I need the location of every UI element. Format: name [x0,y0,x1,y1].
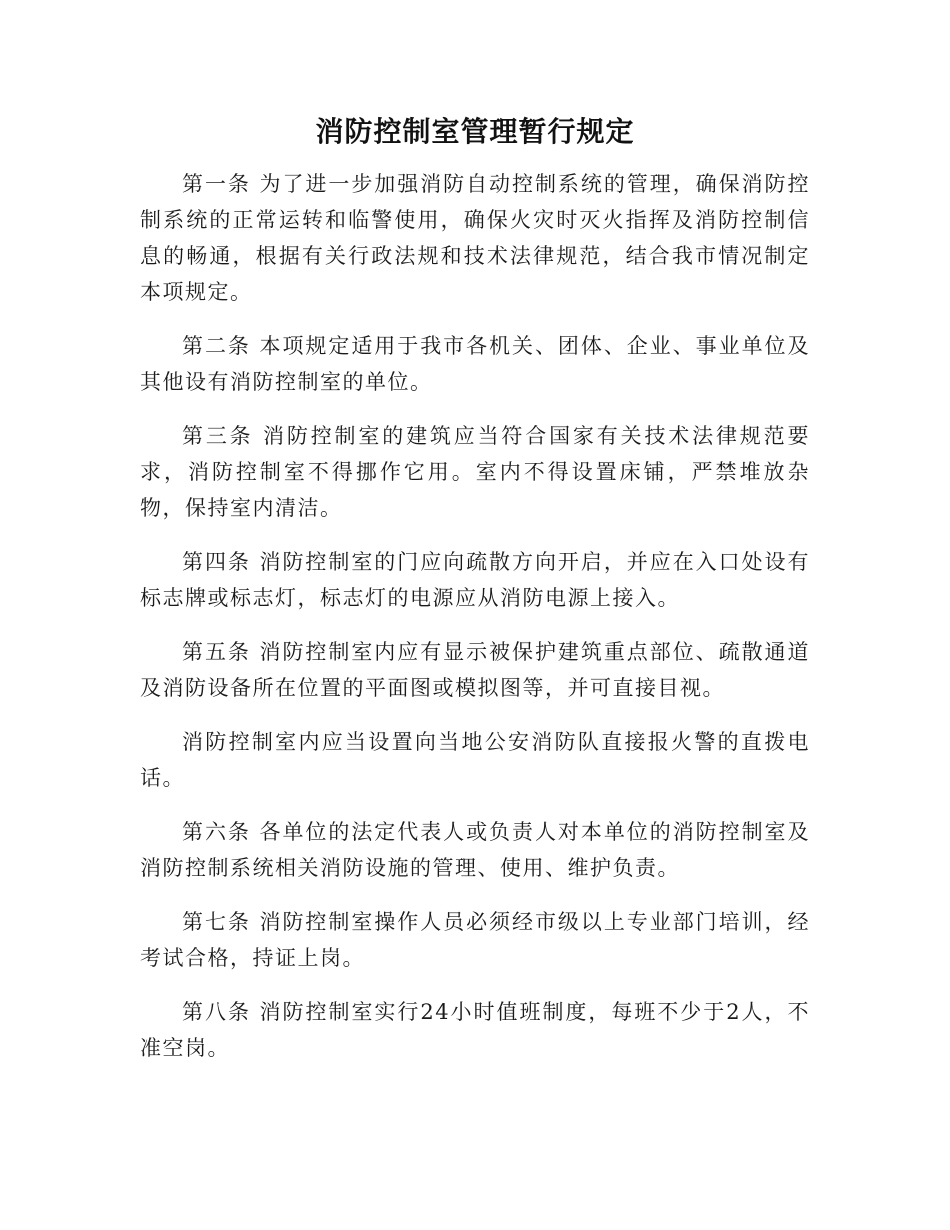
article-5-supplement: 消防控制室内应当设置向当地公安消防队直接报火警的直拨电话。 [140,730,810,790]
article-6: 第六条 各单位的法定代表人或负责人对本单位的消防控制室及消防控制系统相关消防设施的管理、使用、维护负责。 [140,820,810,880]
article-5: 第五条 消防控制室内应有显示被保护建筑重点部位、疏散通道及消防设备所在位置的平面图或模拟图等，并可直接目视。 [140,640,810,700]
document-title: 消防控制室管理暂行规定 [315,115,635,148]
article-7: 第七条 消防控制室操作人员必须经市级以上专业部门培训，经考试合格，持证上岗。 [140,910,810,970]
article-1: 第一条 为了进一步加强消防自动控制系统的管理，确保消防控制系统的正常运转和临警使用，确保火灾时灭火指挥及消防控制信息的畅通，根据有关行政法规和技术法律规范，结合我市情况制定本项规定。 [140,172,810,304]
article-2: 第二条 本项规定适用于我市各机关、团体、企业、事业单位及其他设有消防控制室的单位。 [140,334,810,394]
article-3: 第三条 消防控制室的建筑应当符合国家有关技术法律规范要求，消防控制室不得挪作它用。室内不得设置床铺，严禁堆放杂物，保持室内清洁。 [140,424,810,520]
article-8: 第八条 消防控制室实行24小时值班制度，每班不少于2人，不准空岗。 [140,1000,810,1060]
article-4: 第四条 消防控制室的门应向疏散方向开启，并应在入口处设有标志牌或标志灯，标志灯的电源应从消防电源上接入。 [140,550,810,610]
